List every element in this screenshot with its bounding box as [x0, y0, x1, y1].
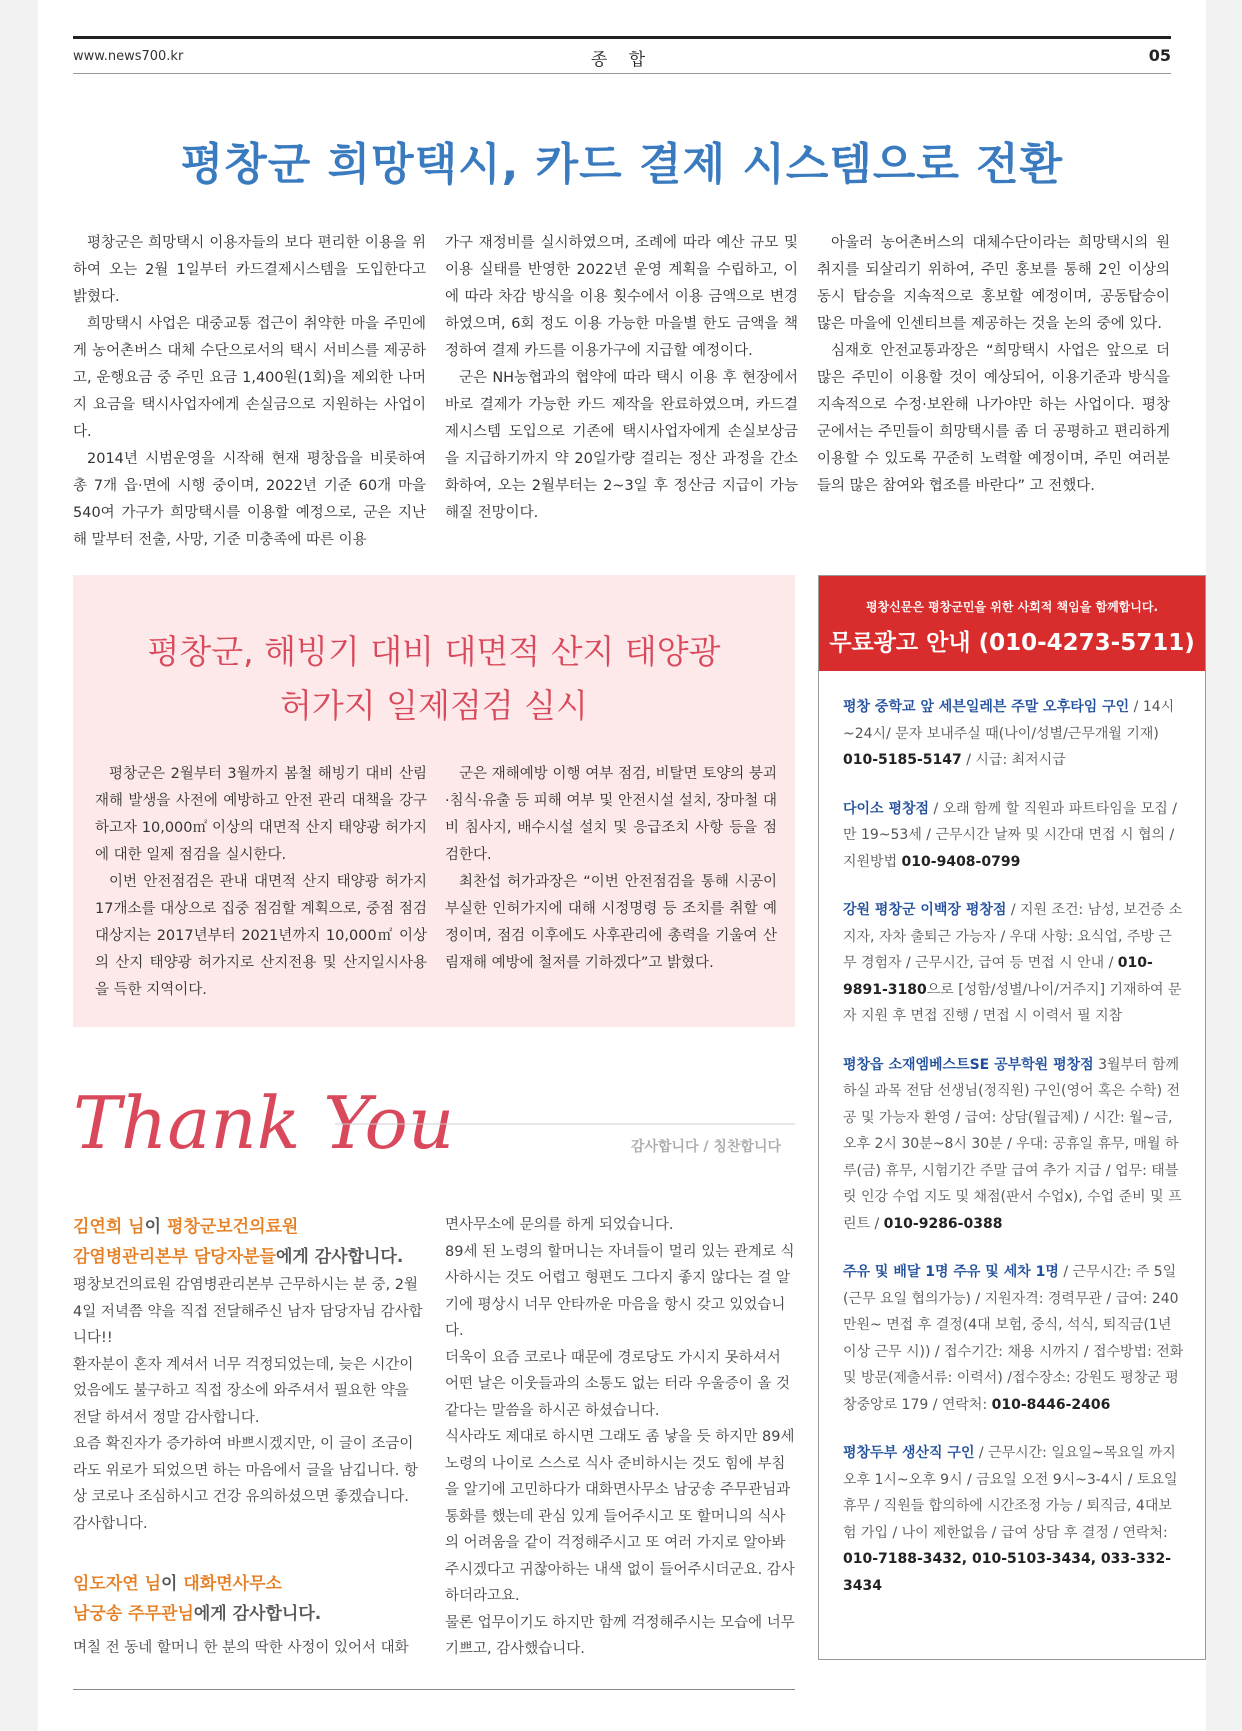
ad-details: / 지원 조건: 남성, 보건증 소지자, 자차 출퇴근 가능자 / 우대 사항: 요식업, 주방 근무 경험자 / 근무시간, 급여 등 면접 시 안내 /: [843, 902, 1183, 971]
ad-details: 3월부터 함께 하실 과목 전담 선생님(정직원) 구인(영어 혹은 수학) 전공 및 가능자 환영 / 급여: 상담(월급제) / 시간: 월~금, 오후 2시 30분~8시 30분 / 우대: 공휴일 휴무, 매월 하루(금) 휴무, 시험기간 주말 급여 추가 지급 / 업무: 태블릿 인강 수업 지도 및 채점(판서 수업x), 수업 준비 및 프린트 /: [843, 1056, 1182, 1232]
ad-phone[interactable]: 010-9408-0799: [901, 853, 1021, 870]
letter1-org: 평창군보건의료원: [166, 1217, 299, 1237]
paragraph: 평창군은 2월부터 3월까지 봄철 해빙기 대비 산림재해 발생을 사전에 예방하고 안전 관리 대책을 강구하고자 10,000㎡ 이상의 대면적 산지 태양광 허가지에 대한 일제 점검을 실시한다.: [95, 766, 427, 863]
paragraph: 희망택시 사업은 대중교통 접근이 취약한 마을 주민에게 농어촌버스 대체 수단으로서의 택시 서비스를 제공하고, 운행요금 중 주민 요금 1,400원(1회)을 제외한 나머지 요금을 택시사업자에게 손실금으로 지원하는 사업이다.: [73, 316, 426, 440]
paragraph: 이번 안전점검은 관내 대면적 산지 태양광 허가지 17개소를 대상으로 집중 점검할 계획으로, 중점 점검 대상지는 2017년부터 2021년까지 10,000㎡ 이상의 산지 태양광 허가지로 산지전용 및 산지일시사용을 득한 지역이다.: [95, 874, 427, 998]
letter1-closing: 에게 감사합니다.: [275, 1247, 404, 1267]
letter2-target: 남궁송 주무관님: [73, 1604, 194, 1624]
thank-you-banner: [73, 1070, 795, 1185]
article2-column-1: [95, 761, 427, 1004]
free-ads-box: [818, 575, 1206, 1660]
ad-title: 평창읍 소재엠베스트SE 공부학원 평창점: [843, 1056, 1094, 1073]
paragraph: 가구 재정비를 실시하였으며, 조례에 따라 예산 규모 및 이용 실태를 반영한 2022년 운영 계획을 수립하고, 이에 따라 차감 방식을 이용 횟수에서 이용 금액으로 변경하였으며, 6회 정도 이용 가능한 마을별 한도 금액을 책정하여 결제 카드를 이용가구에 지급할 예정이다.: [445, 235, 798, 359]
letter2-paragraph: 며칠 전 동네 할머니 한 분의 딱한 사정이 있어서 대화: [73, 1640, 409, 1656]
thanks-column-1: [73, 1212, 426, 1662]
ad-details: / 오래 함께 할 직원과 파트타임을 모집 / 만 19~53세 / 근무시간 날짜 및 시간대 면접 시 협의 / 지원방법: [843, 800, 1177, 870]
paragraph: 아울러 농어촌버스의 대체수단이라는 희망택시의 원 취지를 되살리기 위하여, 주민 홍보를 통해 2인 이상의 동시 탑승을 지속적으로 홍보할 예정이며, 공동탑승이 많은 마을에 인센티브를 제공하는 것을 논의 중에 있다.: [817, 235, 1170, 332]
article1-headline: 평창군 희망택시, 카드 결제 시스템으로 전환: [180, 139, 1064, 190]
ad-details: / 근무시간: 주 5일(근무 요일 협의가능) / 지원자격: 경력무관 / 급여: 240만원~ 면접 후 결정(4대 보험, 중식, 석식, 퇴직금(1년 이상 근무 시)) / 접수기간: 채용 시까지 / 접수방법: 전화 및 방문(제출서류: 이력서) /접수장소: 강원도 평창군 평창중앙로 179 / 연락처:: [843, 1264, 1184, 1413]
paragraph: 군은 재해예방 이행 여부 점검, 비탈면 토양의 붕괴·침식·유출 등 피해 여부 및 안전시설 설치, 장마철 대비 침사지, 배수시설 설치 및 응급조치 사항 등을 점검한다.: [445, 766, 777, 863]
article2-title-line2: 허가지 일제점검 실시: [280, 686, 588, 725]
paragraph: 2014년 시범운영을 시작해 현재 평창읍을 비롯하여 총 7개 읍·면에 시행 중이며, 2022년 기준 60개 마을 540여 가구가 희망택시를 이용할 예정으로, 군은 지난해 말부터 전출, 사망, 기준 미충족에 따른 이용: [73, 451, 426, 548]
site-url[interactable]: www.news700.kr: [73, 49, 184, 64]
ad-details: / 시급: 최저시급: [961, 752, 1066, 768]
ad-details: / 14시~24시/ 문자 보내주실 때(나이/성별/근무개월 기재): [843, 699, 1175, 742]
paragraph: 평창군은 희망택시 이용자들의 보다 편리한 이용을 위하여 오는 2월 1일부터 카드결제시스템을 도입한다고 밝혔다.: [73, 235, 426, 305]
ads-subheader: 평창신문은 평창군민을 위한 사회적 책임을 함께합니다.: [865, 600, 1159, 614]
ad-details: 으로 [성함/성별/나이/거주지] 기재하여 문자 지원 후 면접 진행 / 면접 시 이력서 필 지참: [843, 981, 1182, 1024]
letter1-paragraph: 평창보건의료원 감염병관리본부 근무하시는 분 중, 2월 4일 저녁쯤 약을 직접 전달해주신 남자 담당자님 감사합니다!!: [73, 1277, 423, 1346]
ads-header: [819, 576, 1205, 671]
ad-item: [843, 1440, 1185, 1599]
letter2-paragraph: 식사라도 제대로 하시면 그래도 좀 낳을 듯 하지만 89세 노령의 나이로 스스로 식사 준비하시는 것도 힘에 부침을 알기에 고민하다가 대화면사무소 남궁송 주무관님과 통화를 했는데 관심 있게 들어주시고 또 할머니의 식사의 어려움을 같이 걱정해주시고 또 여러 가지로 알아봐 주시겠다고 귀찮아하는 내색 없이 들어주시더군요. 감사하더라고요.: [445, 1429, 795, 1604]
thank-you-logo-graphic: [73, 1070, 795, 1185]
ad-item: [843, 897, 1185, 1030]
letter1-paragraph: 요즘 확진자가 증가하여 바쁘시겠지만, 이 글이 조금이라도 위로가 되었으면 하는 마음에서 글을 남깁니다. 항상 코로나 조심하시고 건강 유의하셨으면 좋겠습니다. 감사합니다.: [73, 1436, 419, 1532]
ad-item: [843, 796, 1185, 876]
ad-phone[interactable]: 010-7188-3432, 010-5103-3434, 033-332-3434: [843, 1551, 1172, 1594]
article2-column-2: [445, 761, 777, 977]
ads-header-title: 무료광고 안내 (010-4273-5711): [829, 630, 1195, 656]
ad-phone[interactable]: 010-8446-2406: [991, 1396, 1111, 1413]
letter1-particle: 이: [144, 1217, 162, 1237]
article2-box: [73, 575, 795, 1027]
thanks-caption: 감사합니다 / 칭찬합니다: [630, 1139, 781, 1155]
ad-title: 주유 및 배달 1명 주유 및 세차 1명: [843, 1264, 1059, 1280]
bottom-divider: [73, 1689, 795, 1690]
ad-title: 다이소 평창점: [843, 800, 930, 817]
letter2-paragraph: 89세 된 노령의 할머니는 자녀들이 멀리 있는 관계로 식사하시는 것도 어렵고 형편도 그다지 좋지 않다는 걸 알기에 평상시 너무 안타까운 마음을 항시 갖고 있었습니다.: [445, 1243, 795, 1339]
ad-item: [843, 1259, 1185, 1418]
ad-title: 평창 중학교 앞 세븐일레븐 주말 오후타임 구인: [843, 699, 1130, 715]
letter2-paragraph: 면사무소에 문의를 하게 되었습니다.: [445, 1217, 674, 1233]
section-name: 종 합: [590, 50, 654, 70]
letter2-paragraph: 더욱이 요즘 코로나 때문에 경로당도 가시지 못하셔서 어떤 날은 이웃들과의 소통도 없는 터라 우울증이 올 것 같다는 말씀을 하시곤 하셨습니다.: [445, 1349, 791, 1419]
article2-title: [73, 625, 795, 733]
letter2-name: 임도자연 님: [73, 1574, 162, 1594]
article1-column-1: [73, 230, 426, 554]
article1-column-2: [445, 230, 798, 527]
ad-phone[interactable]: 010-9286-0388: [883, 1215, 1003, 1232]
letter2-org: 대화면사무소: [183, 1574, 282, 1594]
ad-phone[interactable]: 010-9891-3180: [843, 955, 1153, 998]
letter2-paragraph: 물론 업무이기도 하지만 함께 걱정해주시는 모습에 너무 기쁘고, 감사했습니다.: [445, 1614, 795, 1657]
ad-title: 평창두부 생산직 구인: [843, 1445, 975, 1461]
paragraph: 최찬섭 허가과장은 “이번 안전점검을 통해 시공이 부실한 인허가지에 대해 시정명령 등 조치를 취할 예정이며, 점검 이후에도 사후관리에 총력을 기울여 산림재해 예방에 철저를 기하겠다”고 밝혔다.: [445, 874, 777, 971]
newspaper-page: [38, 0, 1206, 1731]
letter2-closing: 에게 감사합니다.: [193, 1604, 322, 1624]
ad-item: [843, 694, 1185, 774]
letter2-particle: 이: [161, 1574, 178, 1594]
ad-phone[interactable]: 010-5185-5147: [843, 752, 962, 768]
page-header: [73, 36, 1171, 74]
letter1-heading: [73, 1212, 426, 1272]
ad-item: [843, 1052, 1185, 1238]
ads-list: [843, 694, 1185, 1621]
ad-title: 강원 평창군 이백장 평창점: [843, 902, 1007, 918]
paragraph: 심재호 안전교통과장은 “희망택시 사업은 앞으로 더 많은 주민이 이용할 것이 예상되어, 이용기준과 방식을 지속적으로 수정·보완해 나가야만 하는 사업이다. 평창군에서는 주민들이 희망택시를 좀 더 공평하고 편리하게 이용할 수 있도록 꾸준히 노력할 예정이며, 주민 여러분들의 많은 참여와 협조를 바란다” 고 전했다.: [817, 343, 1170, 494]
ad-details: / 근무시간: 일요일~목요일 까지 오후 1시~오후 9시 / 금요일 오전 9시~3-4시 / 토요일 휴무 / 직원들 합의하에 시간조정 가능 / 퇴직금, 4대보험 가입 / 나이 제한없음 / 급여 상담 후 결정 / 연락처:: [843, 1445, 1178, 1541]
letter1-target: 감염병관리본부 담당자분들: [73, 1247, 276, 1267]
thank-you-logo-text: Thank You: [73, 1081, 455, 1165]
letter1-name: 김연희 님: [73, 1217, 145, 1237]
letter1-paragraph: 환자분이 혼자 계셔서 너무 걱정되었는데, 늦은 시간이었음에도 불구하고 직접 장소에 와주셔서 필요한 약을 전달 하셔서 정말 감사합니다.: [73, 1356, 414, 1426]
paragraph: 군은 NH농협과의 협약에 따라 택시 이용 후 현장에서 바로 결제가 가능한 카드 제작을 완료하였으며, 카드결제시스템 도입으로 기존에 택시사업자에게 손실보상금을 지급하기까지 약 20일가량 걸리는 정산 과정을 간소화하여, 오는 2월부터는 2~3일 후 정산금 지급이 가능해질 전망이다.: [445, 370, 798, 521]
thanks-column-2: [445, 1212, 795, 1663]
letter2-heading: [73, 1569, 426, 1629]
page-number: 05: [1148, 46, 1171, 65]
article1-column-3: [817, 230, 1170, 500]
article2-title-line1: 평창군, 해빙기 대비 대면적 산지 태양광: [147, 632, 721, 671]
